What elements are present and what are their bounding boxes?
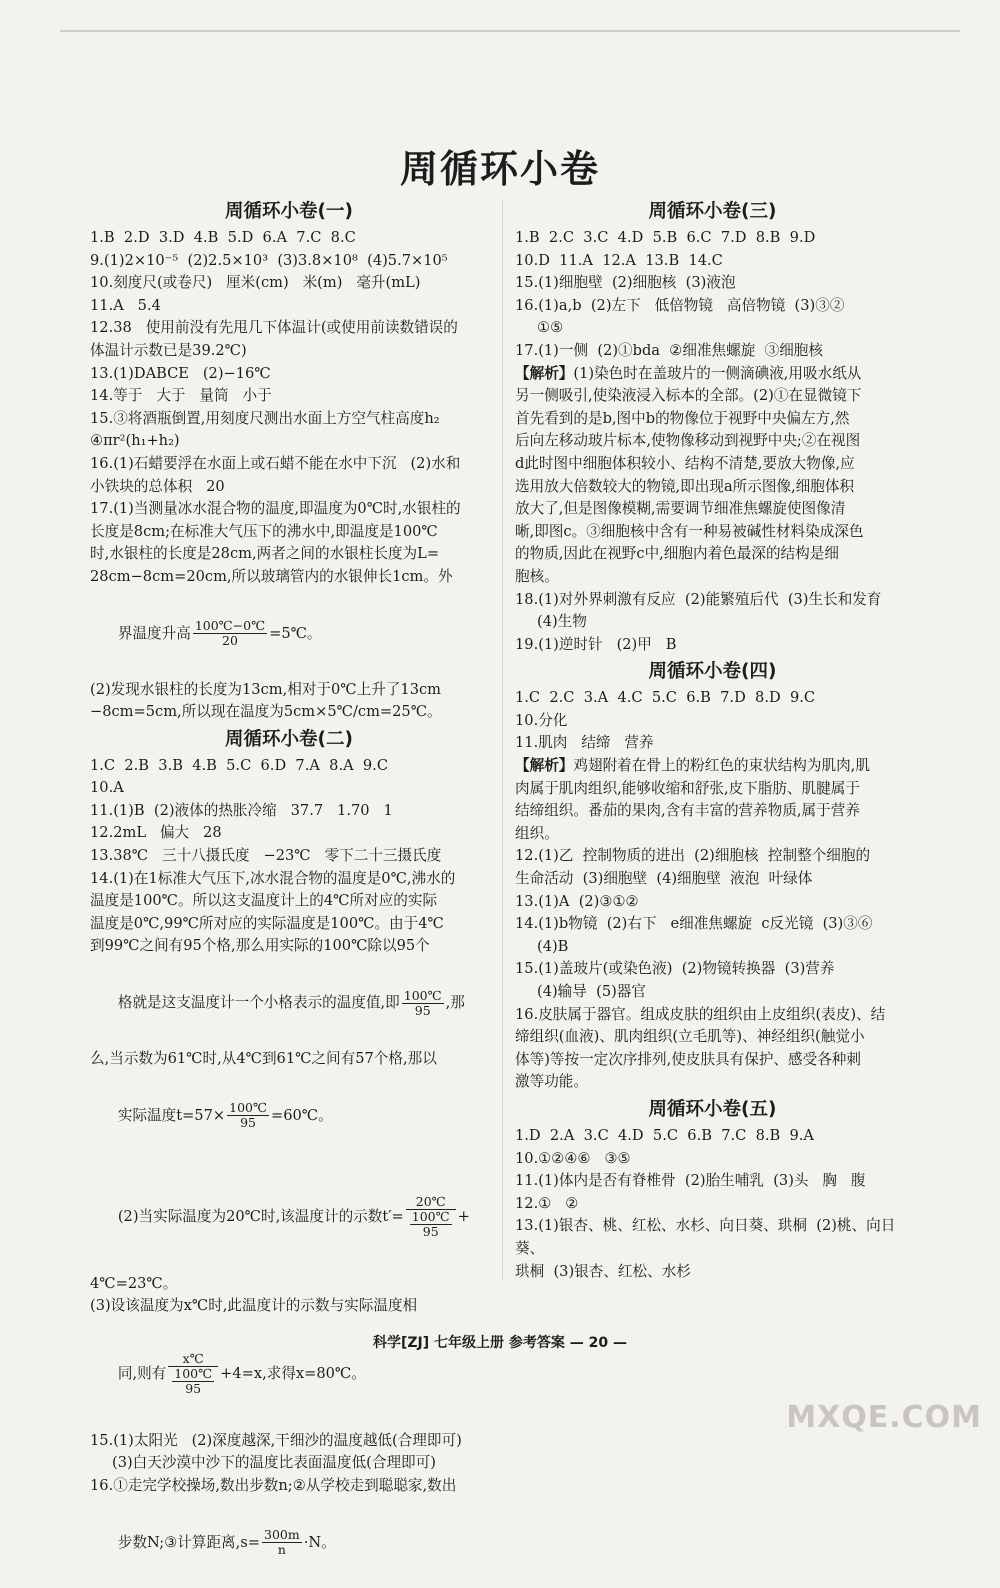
fraction <box>193 619 267 648</box>
denominator: 20 <box>222 633 238 648</box>
answer-line: 11.(1)体内是否有脊椎骨 (2)胎生哺乳 (3)头 胸 腹 <box>515 1172 866 1190</box>
answer-line: 10.D 11.A 12.A 13.B 14.C <box>515 251 723 269</box>
section-title-1: 周循环小卷(一) <box>225 201 353 222</box>
answer-line: (4)输导 (5)器官 <box>537 983 646 1000</box>
answer-line: 生命活动 (3)细胞壁 (4)细胞壁 液泡 叶绿体 <box>515 870 813 888</box>
answer-line: 10.刻度尺(或卷尺) 厘米(cm) 米(m) 毫升(mL) <box>90 274 421 292</box>
answer-line: 1.B 2.C 3.C 4.D 5.B 6.C 7.D 8.B 9.D <box>515 229 816 246</box>
denominator: n <box>277 1542 286 1558</box>
answer-line: 激等功能。 <box>515 1073 588 1091</box>
explanation-line: 胞核。 <box>515 567 559 585</box>
answer-line: 11.A 5.4 <box>90 296 161 314</box>
answer-line: 10.分化 <box>515 711 568 729</box>
text: =60℃。 <box>270 1106 333 1124</box>
text: 鸡翅附着在骨上的粉红色的束状结构为肌肉,肌 <box>573 757 870 775</box>
numerator: 100℃ <box>411 1208 450 1224</box>
left-column <box>90 196 488 1588</box>
explanation-line: 晰,即图c。③细胞核中含有一种易被碱性材料染成深色 <box>515 522 864 540</box>
answer-line: 10.①②④⑥ ③⑤ <box>515 1149 631 1167</box>
watermark-logo: MXQE.COM <box>786 1400 982 1435</box>
fraction <box>262 1528 302 1557</box>
answer-line: (3)白天沙漠中沙下的温度比表面温度低(合理即可) <box>112 1454 436 1472</box>
answer-line: 1.C 2.B 3.B 4.B 5.C 6.D 7.A 8.A 9.C <box>90 756 388 774</box>
answer-line: 么,当示数为61℃时,从4℃到61℃之间有57个格,那以 <box>90 1050 437 1068</box>
denominator <box>406 1210 456 1239</box>
inner-fraction <box>172 1367 214 1396</box>
numerator: 100℃ <box>403 987 442 1003</box>
answer-line: 温度是0℃,99℃所对应的实际温度是100℃。由于4℃ <box>90 914 444 932</box>
text: 实际温度t=57× <box>117 1106 226 1124</box>
answer-line: 15.(1)盖玻片(或染色液) (2)物镜转换器 (3)营养 <box>515 960 835 978</box>
explanation-line: 的物质,因此在视野c中,细胞内着色最深的结构是细 <box>515 545 839 563</box>
numerator: 100℃−0℃ <box>194 618 266 633</box>
answer-line: 1.D 2.A 3.C 4.D 5.C 6.B 7.C 8.B 9.A <box>515 1126 814 1144</box>
answer-line: 15.③将酒瓶倒置,用刻度尺测出水面上方空气柱高度h₂ <box>90 409 440 427</box>
page-footer: 科学[ZJ] 七年级上册 参考答案 — 20 — <box>372 1335 627 1351</box>
explanation-line: 肉属于肌肉组织,能够收缩和舒张,皮下脂肪、肌腱属于 <box>515 779 860 797</box>
answer-line: 到99℃之间有95个格,那么用实际的100℃除以95个 <box>90 937 430 955</box>
answer-line: 珙桐 (3)银杏、红松、水杉 <box>515 1262 691 1280</box>
answer-line: 17.(1)一侧 (2)①bda ②细准焦螺旋 ③细胞核 <box>515 341 823 359</box>
answer-line: 16.(1)a,b (2)左下 低倍物镜 高倍物镜 (3)③② <box>515 296 845 314</box>
numerator: 20℃ <box>406 1195 456 1210</box>
fraction <box>406 1195 456 1239</box>
text: + <box>457 1207 470 1225</box>
denominator: 95 <box>422 1223 439 1239</box>
text: ,那 <box>445 994 465 1012</box>
answer-line: 体温计示数已是39.2℃) <box>90 341 247 359</box>
answer-line: 12.① ② <box>515 1194 579 1212</box>
text: 界温度升高 <box>117 624 191 642</box>
answer-line: 13.(1)DABCE (2)−16℃ <box>90 364 271 382</box>
answer-line: 1.B 2.D 3.D 4.B 5.D 6.A 7.C 8.C <box>90 229 356 246</box>
answer-line: 17.(1)当测量冰水混合物的温度,即温度为0℃时,水银柱的 <box>90 500 461 518</box>
answer-line-fraction <box>90 1498 488 1588</box>
explanation-line <box>515 755 910 778</box>
section-title-3: 周循环小卷(三) <box>648 201 777 222</box>
answer-line-fraction <box>90 589 488 679</box>
explanation-line: 首先看到的是b,图中b的物像位于视野中央偏左方,然 <box>515 409 850 427</box>
section-title-5: 周循环小卷(五) <box>648 1098 777 1120</box>
answer-line: 14.等于 大于 量筒 小于 <box>90 387 272 405</box>
text: =5℃。 <box>269 624 322 642</box>
denominator: 95 <box>414 1002 431 1018</box>
answer-line: 15.(1)细胞壁 (2)细胞核 (3)液泡 <box>515 274 736 292</box>
explanation-line: 后向左移动玻片标本,使物像移动到视野中央;②在视图 <box>515 432 861 450</box>
answer-line-fraction <box>90 1071 488 1161</box>
answer-line-fraction <box>90 958 488 1048</box>
text: 步数N;③计算距离,s= <box>117 1533 261 1551</box>
fraction <box>168 1352 218 1396</box>
answer-line: 13.(1)银杏、桃、红松、水杉、向日葵、珙桐 (2)桃、向日葵、 <box>515 1217 896 1257</box>
answer-line: 14.(1)b物镜 (2)右下 e细准焦螺旋 c反光镜 (3)③⑥ <box>515 915 873 933</box>
answer-line: −8cm=5cm,所以现在温度为5cm×5℃/cm=25℃。 <box>90 703 442 721</box>
answer-line: 15.(1)太阳光 (2)深度越深,干细沙的温度越低(合理即可) <box>90 1431 462 1449</box>
inner-fraction <box>410 1210 452 1239</box>
answer-line: ④πr²(h₁+h₂) <box>90 432 180 450</box>
answer-line: 11.(1)B (2)液体的热胀冷缩 37.7 1.70 1 <box>90 801 393 819</box>
section-title-2: 周循环小卷(二) <box>225 728 353 750</box>
answer-line: 时,水银柱的长度是28cm,两者之间的水银柱长度为L= <box>90 545 440 563</box>
answer-line: 11.肌肉 结缔 营养 <box>515 734 654 752</box>
answer-line: 温度是100℃。所以这支温度计上的4℃所对应的实际 <box>90 892 438 910</box>
answer-line: 16.皮肤属于器官。组成皮肤的组织由上皮组织(表皮)、结 <box>515 1005 886 1023</box>
answer-line: 4℃=23℃。 <box>90 1274 178 1292</box>
denominator: 95 <box>185 1380 202 1396</box>
answer-line: 体等)等按一定次序排列,使皮肤具有保护、感受各种刺 <box>515 1050 861 1068</box>
explanation-line: 选用放大倍数较大的物镜,即出现a所示图像,细胞体积 <box>515 477 855 495</box>
answer-line: 19.(1)逆时针 (2)甲 B <box>515 635 677 653</box>
section-title-4: 周循环小卷(四) <box>648 661 777 683</box>
answer-line: 16.①走完学校操场,数出步数n;②从学校走到聪聪家,数出 <box>90 1477 457 1494</box>
numerator: 100℃ <box>229 1100 267 1116</box>
explanation-line: 放大了,但是图像模糊,需要调节细准焦螺旋使图像清 <box>515 500 846 518</box>
explanation-line <box>515 363 910 386</box>
answer-line: 9.(1)2×10⁻⁵ (2)2.5×10³ (3)3.8×10⁸ (4)5.7×10⁵ <box>90 251 448 269</box>
right-column <box>515 196 910 1283</box>
answer-line: 1.C 2.C 3.A 4.C 5.C 6.B 7.D 8.D 9.C <box>515 689 816 707</box>
page-title: 周循环小卷 <box>399 147 600 191</box>
answer-line: 长度是8cm;在标准大气压下的沸水中,即温度是100℃ <box>90 522 438 540</box>
numerator: x℃ <box>168 1352 218 1367</box>
text: ·N。 <box>303 1533 336 1551</box>
denominator: 95 <box>240 1115 256 1131</box>
answer-line: (3)设该温度为x℃时,此温度计的示数与实际温度相 <box>90 1297 418 1315</box>
top-rule <box>60 30 960 32</box>
answer-line: (2)发现水银柱的长度为13cm,相对于0℃上升了13cm <box>90 680 441 698</box>
answer-line: 缔组织(血液)、肌肉组织(立毛肌等)、神经组织(触觉小 <box>515 1028 865 1046</box>
denominator <box>168 1367 218 1396</box>
answer-line: 12.38 使用前没有先甩几下体温计(或使用前读数错误的 <box>90 319 458 337</box>
answer-line: 12.(1)乙 控制物质的进出 (2)细胞核 控制整个细胞的 <box>515 847 871 865</box>
answer-line: 18.(1)对外界刺激有反应 (2)能繁殖后代 (3)生长和发育 <box>515 590 882 608</box>
answer-line: 12.2mL 偏大 28 <box>90 824 222 842</box>
fraction <box>227 1101 269 1130</box>
text: (1)染色时在盖玻片的一侧滴碘液,用吸水纸从 <box>573 364 862 382</box>
explanation-line: d此时图中细胞体积较小、结构不清楚,要放大物像,应 <box>515 454 855 472</box>
fraction <box>402 989 444 1018</box>
explanation-label: 【解析】 <box>515 364 574 382</box>
answer-line: 小铁块的总体积 20 <box>90 477 225 495</box>
text: 格就是这支温度计一个小格表示的温度值,即 <box>117 994 400 1012</box>
answer-line: 13.(1)A (2)③①② <box>515 892 639 910</box>
explanation-line: 组织。 <box>515 824 559 842</box>
text: 同,则有 <box>117 1364 167 1382</box>
explanation-line: 结缔组织。番茄的果肉,含有丰富的营养物质,属于营养 <box>515 802 860 820</box>
numerator: 300m <box>264 1527 300 1543</box>
answer-line: (4)生物 <box>537 613 587 631</box>
column-divider <box>502 200 503 1280</box>
explanation-label: 【解析】 <box>515 757 574 775</box>
answer-line: 14.(1)在1标准大气压下,冰水混合物的温度是0℃,沸水的 <box>90 869 456 887</box>
answer-line: 28cm−8cm=20cm,所以玻璃管内的水银伸长1cm。外 <box>90 567 453 585</box>
numerator: 100℃ <box>174 1365 213 1381</box>
answer-line: 16.(1)石蜡要浮在水面上或石蜡不能在水中下沉 (2)水和 <box>90 454 461 472</box>
explanation-line: 另一侧吸引,使染液浸入标本的全部。(2)①在显微镜下 <box>515 387 862 405</box>
answer-line: (4)B <box>537 937 569 955</box>
answer-line-fraction <box>90 1161 488 1273</box>
text: +4=x,求得x=80℃。 <box>220 1364 366 1382</box>
answer-line: 13.38℃ 三十八摄氏度 −23℃ 零下二十三摄氏度 <box>90 847 442 865</box>
answer-line: 10.A <box>90 779 124 797</box>
answer-line: ①⑤ <box>537 319 564 337</box>
text: (2)当实际温度为20℃时,该温度计的示数t′= <box>117 1207 404 1225</box>
